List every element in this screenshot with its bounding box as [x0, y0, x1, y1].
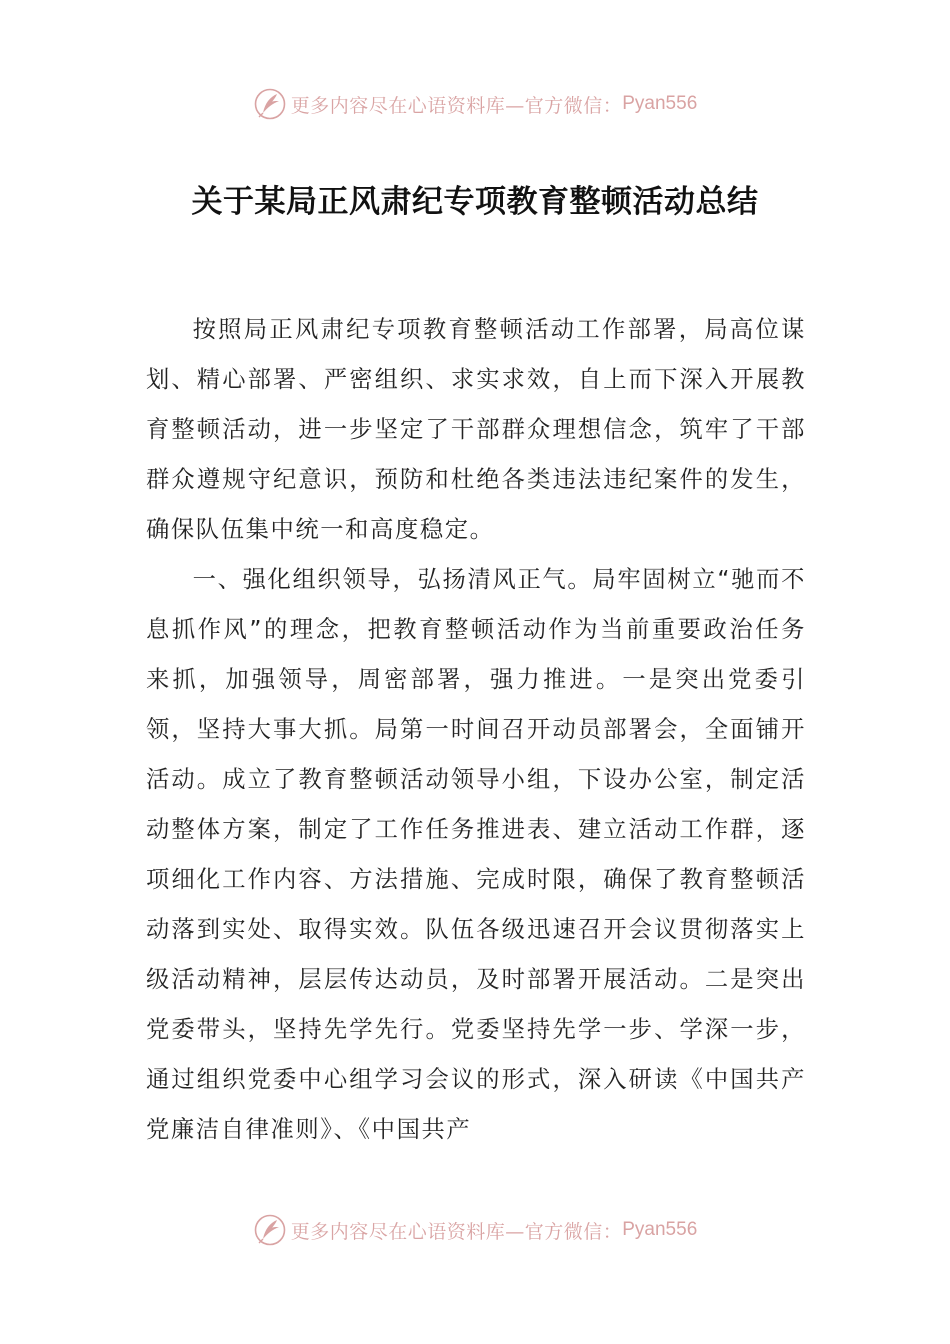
- watermark-text: 更多内容尽在心语资料库—官方微信：: [290, 94, 623, 117]
- quill-logo-icon: [253, 1213, 287, 1247]
- watermark-wechat-id: Pyan556: [622, 1219, 698, 1240]
- document-body: [146, 305, 806, 1155]
- paragraph-intro: 按照局正风肃纪专项教育整顿活动工作部署，局高位谋划、精心部署、严密组织、求实求效，自上而下深入开展教育整顿活动，进一步坚定了干部群众理想信念，筑牢了干部群众遵规守纪意识，预防和杜绝各类违法违纪案件的发生，确保队伍集中统一和高度稳定。: [146, 316, 806, 543]
- footer-watermark: [0, 1210, 950, 1250]
- header-watermark: [0, 84, 950, 124]
- document-title: 关于某局正风肃纪专项教育整顿活动总结: [191, 184, 759, 220]
- watermark-wechat-id: Pyan556: [622, 93, 698, 114]
- watermark-text: 更多内容尽在心语资料库—官方微信：: [290, 1220, 623, 1243]
- quill-logo-icon: [253, 87, 287, 121]
- paragraph-section-1: 一、强化组织领导，弘扬清风正气。局牢固树立“驰而不息抓作风”的理念，把教育整顿活动作为当前重要政治任务来抓，加强领导，周密部署，强力推进。一是突出党委引领，坚持大事大抓。局第一时间召开动员部署会，全面铺开活动。成立了教育整顿活动领导小组，下设办公室，制定活动整体方案，制定了工作任务推进表、建立活动工作群，逐项细化工作内容、方法措施、完成时限，确保了教育整顿活动落到实处、取得实效。队伍各级迅速召开会议贯彻落实上级活动精神，层层传达动员，及时部署开展活动。二是突出党委带头，坚持先学先行。党委坚持先学一步、学深一步，通过组织党委中心组学习会议的形式，深入研读《中国共产党廉洁自律准则》、《中国共产: [146, 566, 806, 1143]
